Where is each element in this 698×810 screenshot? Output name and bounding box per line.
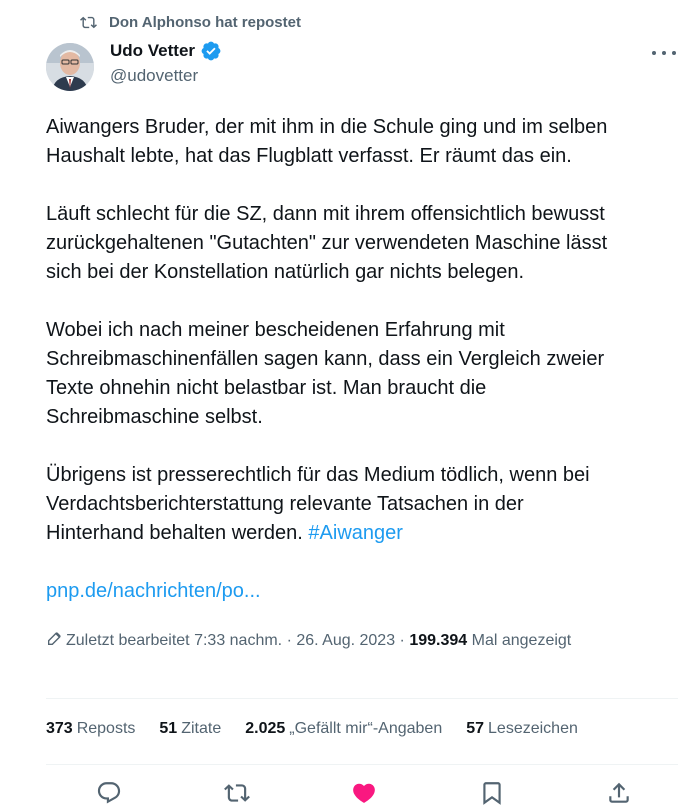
views-count: 199.394 (409, 632, 468, 649)
quotes-stat[interactable] (159, 720, 221, 738)
edited-text: Zuletzt bearbeitet 7:33 nachm. · 26. Aug. 2023 · (66, 632, 410, 649)
tweet-paragraph-4 (46, 461, 686, 548)
tweet-paragraph-2: Läuft schlecht für die SZ, dann mit ihrem offensichtlich bewusst zurückgehaltenen "Gutachten" zur verwendeten Maschine lässt sich bei der Konstellation natürlich gar nichts belegen. (46, 203, 608, 283)
tweet-paragraph-3: Wobei ich nach meiner bescheidenen Erfahrung mit Schreibmaschinenfällen sagen kann, dass ein Vergleich zweier Texte ohnehin nicht belastbar ist. Man braucht die Schreibmaschine selbst. (46, 319, 605, 428)
repost-icon (80, 14, 97, 31)
bookmark-icon[interactable] (479, 780, 505, 806)
reposts-count: 373 (46, 720, 73, 737)
reposts-label: Reposts (76, 720, 136, 737)
tweet-paragraph-1: Aiwangers Bruder, der mit ihm in die Schule ging und im selben Haushalt lebte, hat das Flugblatt verfasst. Er räumt das ein. (46, 116, 608, 167)
avatar[interactable] (46, 43, 94, 91)
like-icon[interactable] (351, 780, 377, 806)
divider (46, 698, 678, 699)
author-name[interactable]: Udo Vetter (110, 41, 196, 60)
divider (46, 764, 678, 765)
likes-count: 2.025 (245, 720, 286, 737)
action-bar (96, 780, 632, 806)
quotes-label: Zitate (181, 720, 222, 737)
bookmarks-stat[interactable] (466, 720, 578, 738)
author-handle[interactable]: @udovetter (110, 66, 199, 85)
hashtag-link[interactable]: #Aiwanger (308, 522, 403, 544)
likes-stat[interactable] (245, 720, 442, 738)
author-block[interactable] (110, 40, 222, 86)
tweet-text (46, 113, 686, 577)
repost-icon[interactable] (224, 780, 250, 806)
reposts-stat[interactable] (46, 720, 135, 738)
engagement-stats (46, 720, 578, 738)
verified-badge-icon[interactable] (200, 40, 222, 62)
repost-banner[interactable] (80, 14, 301, 31)
pencil-icon (46, 631, 62, 647)
reply-icon[interactable] (96, 780, 122, 806)
bookmarks-count: 57 (466, 720, 485, 737)
edit-info[interactable] (46, 628, 646, 653)
share-icon[interactable] (606, 780, 632, 806)
bookmarks-label: Lesezeichen (488, 720, 578, 737)
tweet-paragraph-4-text: Übrigens ist presserechtlich für das Medium tödlich, wenn bei Verdachtsberichterstattung relevante Tatsachen in der Hinterhand behalten werden. (46, 464, 590, 544)
repost-text: Don Alphonso hat repostet (109, 14, 301, 31)
external-link[interactable]: pnp.de/nachrichten/po... (46, 580, 261, 602)
likes-label: „Gefällt mir“-Angaben (289, 720, 443, 737)
quotes-count: 51 (159, 720, 178, 737)
more-options-icon[interactable] (652, 44, 676, 62)
views-label: Mal angezeigt (467, 632, 572, 649)
